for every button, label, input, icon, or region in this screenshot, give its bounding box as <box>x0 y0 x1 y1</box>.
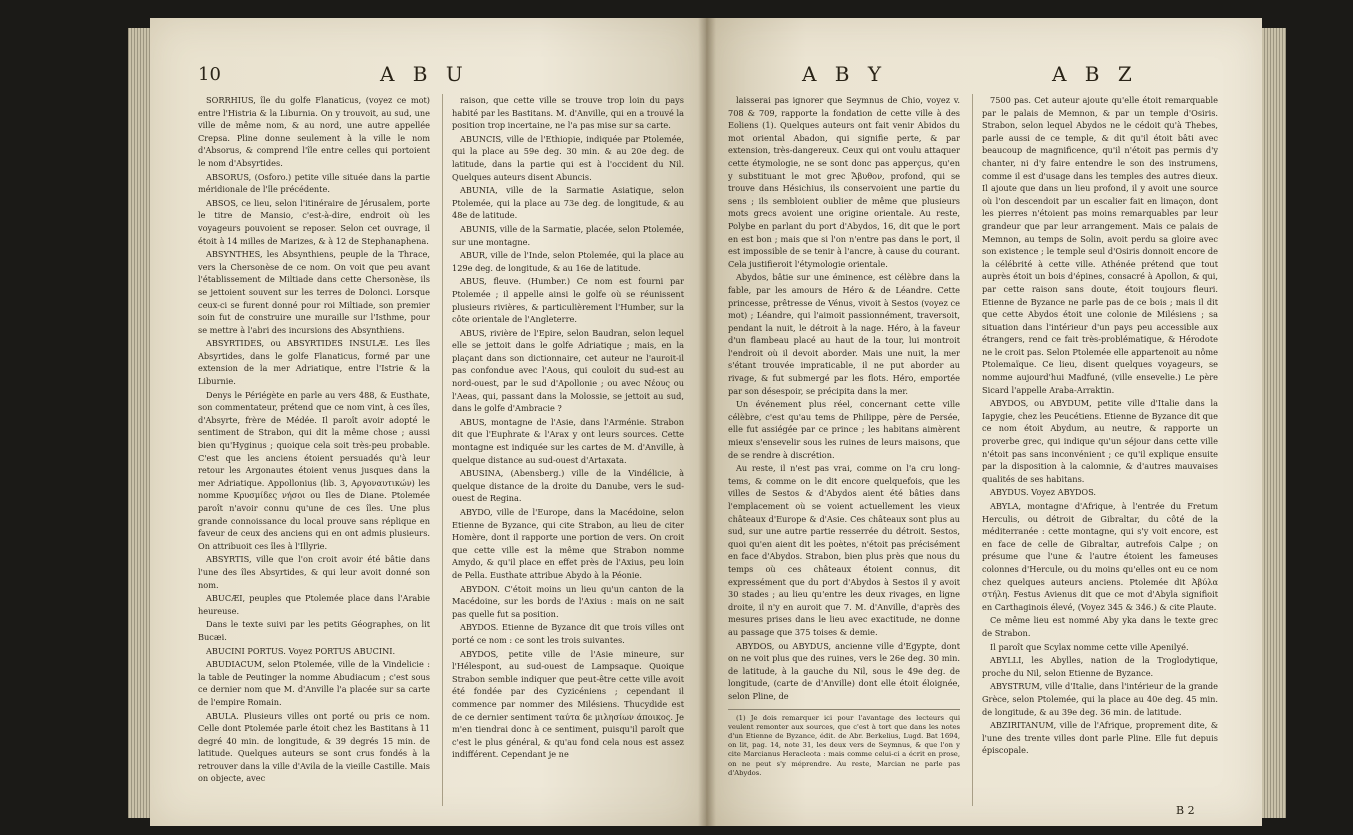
paragraph: ABUNIA, ville de la Sarmatie Asiatique, selon Ptolemée, qui la place au 73e deg. de longitude, & au 48e de latitude. <box>452 185 684 221</box>
left-column-1 <box>198 94 430 814</box>
right-page <box>706 18 1262 826</box>
paragraph: ABSORUS, (Osforo.) petite ville située dans la partie méridionale de l'île précédente. <box>198 171 430 195</box>
paragraph: ABYDOS, ou ABYDUM, petite ville d'Italie dans la Iapygie, chez les Peucétiens. Etienne de Byzance dit que ce nom étoit Abydum, au neutre, & rapporte un proverbe grec, qui indique qu'un séjour dans cette ville n'étoit pas sans inconvénient ; ce qu'il explique ensuite par la disposition à la calomnie, & d'autres mauvaises qualités de ses habitans. <box>982 398 1218 484</box>
paragraph: ABYDUS. Voyez ABYDOS. <box>990 487 1097 498</box>
paragraph: SORRHIUS, île du golfe Flanaticus, (voyez ce mot) entre l'Histria & la Liburnia. On y trouvoit, au sud, une ville de même nom, & au nord, une autre appellée Crepsa. Pline donne seulement à la ville le nom d'Absorus, & comprend l'île entre celles qui portoient le nom d'Absyrtides. <box>198 95 430 168</box>
paragraph: ABSYRTIDES, ou ABSYRTIDES INSULÆ. Les îles Absyrtides, dans le golfe Flanaticus, formé par une extension de la mer Adriatique, entre l'Istrie & la Liburnie. <box>198 338 430 387</box>
paragraph: ABUS, montagne de l'Asie, dans l'Arménie. Strabon dit que l'Euphrate & l'Arax y ont leurs sources. Cette montagne est indiquée sur les cartes de M. d'Anville, à quelque distance au sud-ouest d'Artaxata. <box>452 416 684 465</box>
paragraph: laisserai pas ignorer que Seymnus de Chio, voyez v. 708 & 709, rapporte la fondation de cette ville à des Eoliens (1). Quelques auteurs ont fait venir Abidos du mot oriental Abadon, qui signifie perte, & par extension, très-dangereux. Ceux qui ont voulu attaquer cette étymologie, ne se sont donc pas apperçus, qu'en y substituant le mot grec Ἄβυθον, profond, qui se trouve dans Hésichius, ils conservoient une partie du sens ; ils sembloient oublier de même que plusieurs mots grecs avoient une origine orientale. Au reste, Polybe en parlant du port d'Abydos, 16, dit que le port en est bon ; mais que si l'on n'entre pas dans le port, il est impossible de se tenir à l'ancre, à cause du courant. Cela justifieroit l'étymologie orientale. <box>728 95 960 269</box>
right-column-2 <box>982 94 1218 814</box>
paragraph: ABUDIACUM, selon Ptolemée, ville de la Vindelicie : la table de Peutinger la nomme Abudiacum ; c'est sous ce dernier nom que M. d'Anville l'a placée sur sa carte de l'empire Romain. <box>198 659 430 707</box>
column-rule <box>442 94 443 806</box>
page-edges-left <box>128 28 150 818</box>
book-spread <box>150 18 1262 826</box>
paragraph: ABSOS, ce lieu, selon l'itinéraire de Jérusalem, porte le titre de Mansio, c'est-à-dire, endroit où les voyageurs pouvoient se reposer. Selon cet ouvrage, il étoit à 14 milles de Marizes, & à 12 de Stephanaphena. <box>198 197 430 246</box>
paragraph: Ce même lieu est nommé Aby yka dans le texte grec de Strabon. <box>982 615 1218 638</box>
paragraph: ABYLLI, les Abylles, nation de la Troglodytique, proche du Nil, selon Etienne de Byzance. <box>982 655 1218 678</box>
paragraph: ABSYNTHES, les Absynthiens, peuple de la Thrace, vers la Chersonèse de ce nom. On voit que peu avant l'établissement de Miltiade dans cette Chersonèse, ils se jettoient souvent sur les terres de Dolonci. Lorsque ceux-ci se furent donné pour roi Miltiade, son premier soin fut de construire une muraille sur l'Isthme, pour se mettre à l'abri des incursions des Absynthiens. <box>198 249 430 335</box>
column-rule <box>972 94 973 806</box>
paragraph: ABYDOS. Etienne de Byzance dit que trois villes ont porté ce nom : ce sont les trois suivantes. <box>452 622 684 645</box>
paragraph: Abydos, bâtie sur une éminence, est célèbre dans la fable, par les amours de Héro & de Léandre. Cette princesse, prêtresse de Vénus, vivoit à Sestos (voyez ce mot) ; Léandre, qui l'aimoit passionnément, traversoit, pendant la nuit, le détroit à la nage. Héro, à la faveur d'un flambeau placé au haut de la tour, lui montroit l'endroit où il devoit aborder. Mais une nuit, la mer s'étant trouvée impraticable, il ne put aborder au rivage, & fut submergé par les flots. Héro, emportée par son désespoir, se précipita dans la mer. <box>728 272 960 396</box>
book-gutter <box>698 18 716 826</box>
paragraph: ABUNIS, ville de la Sarmatie, placée, selon Ptolemée, sur une montagne. <box>452 223 684 247</box>
paragraph: ABUR, ville de l'Inde, selon Ptolemée, qui la place au 129e deg. de longitude, & au 16e de latitude. <box>452 250 684 273</box>
paragraph: ABZIRITANUM, ville de l'Afrique, proprement dite, & l'une des trente villes dont parle Pline. Elle fut depuis épiscopale. <box>982 720 1218 756</box>
paragraph: Denys le Périégète en parle au vers 488, & Eusthate, son commentateur, prétend que ce nom vint, à ces îles, d'Absyrte, frère de Médée. Il paroît avoir adopté le sentiment de Strabon, qui dit la même chose ; aussi bien qu'Hyginus ; quoique cela soit très-peu probable. C'est que les anciens étoient persuadés qu'à leur retour les Argonautes étoient venus jusques dans la mer Adriatique. Appollonius (lib. 3, Αργοναυτικών) les nomme Κρυσμίδες νήσοι ou Iles de Diane. Ptolemée paroît n'avoir connu qu'une de ces îles. Une plus grande connoissance du local prouve sans réplique en faveur de ceux des anciens qui en ont admis plusieurs. On attribuoit ces îles à l'Illyrie. <box>198 389 430 551</box>
left-page <box>150 18 706 826</box>
paragraph: ABSYRTIS, ville que l'on croit avoir été bâtie dans l'une des îles Absyrtides, & qui leur avoit donné son nom. <box>198 554 430 590</box>
running-header-right: A B Y <box>802 62 888 86</box>
paragraph: Au reste, il n'est pas vrai, comme on l'a cru long-tems, & comme on le dit encore quelquefois, que les villes de Sestos & d'Abydos aient été bâties dans l'emplacement où se voient actuellement les vieux châteaux d'Europe & d'Asie. Ces châteaux sont plus au sud, sur une autre partie resserrée du détroit. Sestos, quoi qu'en aient dit les poètes, n'étoit pas précisément en face d'Abydos. Strabon, bien plus près que nous du temps où ces châteaux étoient connus, dit expressément que du port d'Abydos à Sestos il y avoit 30 stades ; au lieu qu'entre les deux rivages, en ligne droite, il n'y en auroit que 7. M. d'Anville, d'après des mesures prises dans le lieu avec exactitude, ne donne au passage que 375 toises & demie. <box>728 463 960 637</box>
paragraph: ABYSTRUM, ville d'Italie, dans l'intérieur de la grande Grèce, selon Ptolemée, qui la place au 40e deg. 45 min. de longitude, & au 39e deg. 36 min. de latitude. <box>982 681 1218 717</box>
paragraph: ABUSINA, (Abensberg.) ville de la Vindélicie, à quelque distance de la droite du Danube, vers le sud-ouest de Regina. <box>452 468 684 504</box>
paragraph: ABYLA, montagne d'Afrique, à l'entrée du Fretum Herculis, ou détroit de Gibraltar, du côté de la méditerranée : cette montagne, qui s'y voit encore, est en face de celle de Gibraltar, autrefois Calpe ; on présume que l'une & l'autre étoient les fameuses colonnes d'Hercule, ou du moins qu'elles ont eu ce nom chez quelques auteurs anciens. Ptolemée dit Ἀβύλα στήλη. Festus Avienus dit que ce mot d'Abyla signifioit en Carthaginois élevé, (Voyez 345 & 346.) & cite Plaute. <box>982 501 1218 612</box>
paragraph: ABUNCIS, ville de l'Ethiopie, indiquée par Ptolemée, qui la place au 59e deg. 30 min. & au 20e deg. de latitude, dans la partie qui est à l'occident du Nil. Quelques auteurs disent Abuncis. <box>452 133 684 182</box>
paragraph: 7500 pas. Cet auteur ajoute qu'elle étoit remarquable par le palais de Memnon, & par un temple d'Osiris. Strabon, selon lequel Abydos ne le cédoit qu'à Thebes, parle aussi de ce temple, & dit qu'il étoit bâti avec beaucoup de magnificence, qu'il n'étoit pas permis d'y chanter, ni d'y faire entendre le son des instrumens, comme il est d'usage dans les temples des autres dieux. Il ajoute que dans un lieu profond, il y avoit une source où l'on descendoit par un escalier fait en limaçon, dont les pierres n'étoient pas moins remarquables par leur grandeur que par leur arrangement. Mais ce palais de Memnon, au temps de Solin, avoit perdu sa gloire avec son existence ; le temple seul d'Osiris donnoit encore de la célébrité à cette ville. Athénée prétend que tout auprès étoit un bois d'épines, consacré à Apollon, & qui, par cette raison sans doute, étoit toujours fleuri. Etienne de Byzance ne parle pas de ce bois ; mais il dit que cette Abydos étoit une colonie de Milésiens ; sa situation dans l'intérieur d'un pays peu accessible aux étrangers, rend ce fait très-problématique, & Hérodote ne le croit pas. Selon Ptolemée elle appartenoit au nôme Ptolemaïque. Ce lieu, disent quelques voyageurs, se nomme aujourd'hui Madfuné, (ville ensevelie.) Le père Sicard l'appelle Araba-Arraktin. <box>982 95 1218 395</box>
paragraph: ABYDON. C'étoit moins un lieu qu'un canton de la Macédoine, sur les bords de l'Axius : mais on ne sait pas quelle fut sa position. <box>452 583 684 619</box>
page-edges-right <box>1262 28 1286 818</box>
running-header-left: A B U <box>380 62 469 86</box>
paragraph: Un événement plus réel, concernant cette ville célèbre, c'est qu'au tems de Philippe, père de Persée, elle fut assiégée par ce prince ; les habitans aimèrent mieux s'ensevelir sous les ruines de leurs maisons, que de se rendre à discrétion. <box>728 399 960 460</box>
paragraph: raison, que cette ville se trouve trop loin du pays habité par les Bastitans. M. d'Anville, qui en a trouvé la position trop incertaine, ne l'a pas mise sur sa carte. <box>452 95 684 131</box>
signature-mark: B 2 <box>1176 804 1195 817</box>
paragraph: Il paroît que Scylax nomme cette ville Apenilyé. <box>990 641 1189 652</box>
paragraph: ABYDO, ville de l'Europe, dans la Macédoine, selon Etienne de Byzance, qui cite Strabon, au lieu de citer Homère, dont il rapporte une portion de vers. On croit que cette ville est la même que Strabon nomme Amydo, & qu'il place en effet près de l'Axius, peu loin de Pella. Eusthate attribue Abydo à la Péonie. <box>452 507 684 580</box>
paragraph: ABULA. Plusieurs villes ont porté ou pris ce nom. Celle dont Ptolemée parle étoit chez les Bastitans à 11 degré 40 min. de longitude, & 39 degrés 15 min. de latitude. Quelques auteurs se sont crus fondés à la retrouver dans la ville d'Avila de la vieille Castille. Mais on objecte, avec <box>198 710 430 784</box>
paragraph: ABUCINI PORTUS. Voyez PORTUS ABUCINI. <box>206 645 396 656</box>
paragraph: ABUS, fleuve. (Humber.) Ce nom est fourni par Ptolemée ; il appelle ainsi le golfe où se réunissent plusieurs rivières, & particulièrement l'Humber, sur la côte orientale de l'Angleterre. <box>452 276 684 325</box>
running-header-right-2: A B Z <box>1052 62 1138 86</box>
paragraph: ABUCÆI, peuples que Ptolemée place dans l'Arabie heureuse. <box>198 593 430 616</box>
paragraph: ABUS, rivière de l'Epire, selon Baudran, selon lequel elle se jettoit dans le golfe Adriatique ; mais, en la plaçant dans son dictionnaire, cet auteur ne l'auroit-il pas confondue avec l'Aous, qui couloit du sud-est au nord-ouest, par le sud d'Apollonie ; ou avec Νέους ou l'Aeas, qui, passant dans la Molossie, se jettoit au sud, dans le golfe d'Ambracie ? <box>452 327 684 414</box>
footnote: (1) Je dois remarquer ici pour l'avantage des lecteurs qui veulent remonter aux sources, que c'est à tort que dans les notes d'un Etienne de Byzance, édit. de Abr. Berkelius, Lugd. Bat 1694, on lit, pag. 14, note 31, les deux vers de Seymnus, & que l'on y cite Marcianus Heracleota : mais comme celui-ci a écrit en prose, on ne peut s'y méprendre. Au reste, Marcian ne parle pas d'Abydos. <box>728 709 960 778</box>
right-column-1 <box>728 94 960 814</box>
paragraph: ABYDOS, petite ville de l'Asie mineure, sur l'Hélespont, au sud-ouest de Lampsaque. Quoique Strabon semble indiquer que peut-être cette ville avoit été fondée par des Cyzicéniens ; cependant il commence par nommer des Milésiens. Thucydide est de ce dernier sentiment ταύτα δε μιλησίων άποικος. Je m'en tiendrai donc à ce sentiment, puisqu'il paroît que c'est le plus général, & qu'au fond cela nous est assez indifférent. Cependant je ne <box>452 648 684 760</box>
paragraph: Dans le texte suivi par les petits Géographes, on lit Bucæi. <box>198 619 430 642</box>
left-column-2 <box>452 94 684 814</box>
page-number: 10 <box>198 64 221 85</box>
paragraph: ABYDOS, ou ABYDUS, ancienne ville d'Egypte, dont on ne voit plus que des ruines, vers le 26e deg. 30 min. de latitude, à la gauche du Nil, sous le 49e deg. de longitude, (carte de d'Anville) dont elle étoit éloignée, selon Pline, de <box>728 640 960 701</box>
